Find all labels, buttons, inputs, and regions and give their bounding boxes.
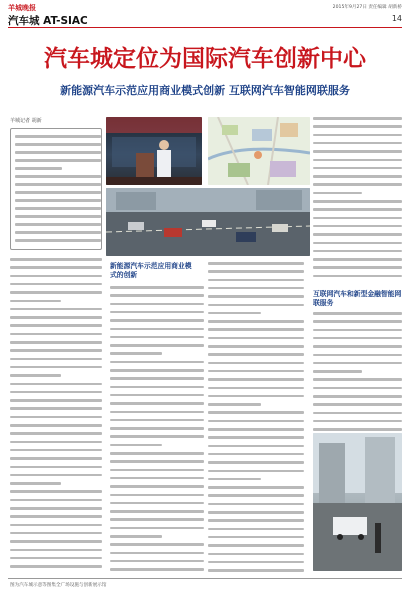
text-line [208,395,304,398]
text-line [110,494,204,497]
text-line [313,250,402,253]
text-line [313,345,402,348]
text-line [110,319,204,322]
text-line [313,117,402,120]
text-line [208,478,261,481]
text-line [10,300,61,303]
text-line [110,344,204,347]
text-line [208,445,304,448]
text-line [313,403,402,406]
text-line [10,316,102,319]
city-master-plan-rendering [208,117,310,185]
text-line [10,507,102,510]
text-line [10,524,102,527]
text-line [110,518,204,521]
text-line [15,215,101,218]
text-line [15,231,101,234]
text-line [208,569,304,572]
text-line [10,457,102,460]
text-line [313,320,402,323]
text-line [10,532,102,535]
text-line [10,424,102,427]
text-line [10,283,102,286]
text-line [208,411,304,414]
section-header [8,12,402,28]
text-line [15,175,101,178]
text-line [208,279,304,282]
text-line [15,191,101,194]
text-line [313,258,402,261]
text-line [110,394,204,397]
text-line [313,387,402,390]
text-line [208,328,304,331]
text-line [10,549,102,552]
text-line [10,383,102,386]
text-line [110,328,204,331]
text-line [10,341,102,344]
text-line [10,474,102,477]
text-line [313,150,402,153]
text-line [313,192,362,195]
text-line [313,142,402,145]
newspaper-logo: 羊城晚报 [8,3,36,12]
byline: 羊城记者 胡新 [10,118,42,124]
text-line [208,536,304,539]
text-line [110,460,204,463]
text-line [313,225,402,228]
intro-text-block [11,129,101,249]
text-line [208,519,304,522]
section-tag: 汽车城 AT-SIAC [8,15,88,27]
text-line [10,540,102,543]
text-line [208,470,304,473]
text-line [10,366,102,369]
text-line [313,337,402,340]
text-line [313,167,402,170]
text-line [110,377,204,380]
text-line [208,362,304,365]
text-line [10,441,102,444]
text-line [10,333,102,336]
text-line [10,275,102,278]
text-line [208,561,304,564]
text-line [313,275,402,278]
text-line [208,486,304,489]
text-line [10,349,102,352]
page-number: 14 [391,14,402,23]
text-line [110,568,204,571]
text-line [313,395,402,398]
text-line [10,391,102,394]
text-line [15,183,101,186]
text-line [110,452,204,455]
text-line [10,416,102,419]
text-line [208,528,304,531]
text-line [208,345,304,348]
text-line [313,420,402,423]
text-line [208,312,261,315]
photo-caption: 图为汽车城示意等图集全广场设施与创新展示馆 [10,583,107,588]
text-line [10,557,102,560]
text-line [208,262,304,265]
text-line [208,461,304,464]
text-line [110,286,204,289]
text-line [208,270,304,273]
text-line [313,233,402,236]
text-line [313,370,362,373]
text-line [208,387,304,390]
text-line [10,490,102,493]
text-line [313,208,402,211]
text-line [313,266,402,269]
text-line [208,370,304,373]
text-line [110,369,204,372]
text-line [110,336,204,339]
text-line [313,242,402,245]
text-line [110,294,204,297]
text-line [10,466,102,469]
text-line [10,499,102,502]
text-line [10,291,102,294]
page-subhead: 新能源汽车示范应用商业模式创新 互联网汽车智能网联服务 [60,84,350,97]
text-line [110,386,204,389]
text-line [10,482,61,485]
column-heading-business-model: 新能源汽车示范应用商业模式的创新 [110,262,192,279]
intro-box [10,128,102,250]
page-headline: 汽车城定位为国际汽车创新中心 [44,46,366,72]
text-line [313,412,402,415]
column-heading-connected-service: 互联网汽车和新型金融智能网联服务 [313,290,402,307]
text-line [10,308,102,311]
text-line [15,143,101,146]
text-line [10,266,102,269]
text-line [15,223,101,226]
text-line [110,361,204,364]
text-line [208,428,304,431]
text-line [313,378,402,381]
text-line [208,544,304,547]
text-line [15,159,101,162]
text-line [10,258,102,261]
text-line [110,419,204,422]
text-line [10,324,102,327]
text-line [313,134,402,137]
text-line [10,449,102,452]
text-line [110,303,204,306]
text-line [110,411,204,414]
text-line [313,312,402,315]
text-line [10,565,102,568]
text-line [10,374,61,377]
text-line [313,125,402,128]
text-line [15,151,101,154]
text-line [208,320,304,323]
street-scene-photo [313,433,402,571]
text-line [15,207,101,210]
text-line [110,435,204,438]
text-line [208,295,304,298]
text-line [110,469,204,472]
text-line [313,428,402,431]
text-line [110,552,204,555]
text-line [110,510,204,513]
text-line [10,432,102,435]
text-line [313,200,402,203]
text-line [15,199,101,202]
text-line [208,378,304,381]
text-line [110,502,204,505]
text-line [313,175,402,178]
text-line [208,436,304,439]
text-line [10,515,102,518]
text-line [110,543,204,546]
text-line [313,183,402,186]
text-line [10,407,102,410]
text-line [313,217,402,220]
date-line: 2015年9月27日 责任编辑 胡新桥 [332,5,402,10]
text-line [15,167,62,170]
speaker-at-podium-photo [106,117,202,185]
footer-divider [8,578,402,579]
text-line [208,287,304,290]
text-line [313,362,402,365]
text-line [110,444,162,447]
text-line [208,353,304,356]
text-line [208,403,261,406]
text-line [313,329,402,332]
text-line [10,399,102,402]
text-line [208,304,304,307]
text-line [15,239,101,242]
text-line [208,453,304,456]
text-line [110,527,204,530]
text-line [10,358,102,361]
text-line [208,420,304,423]
text-line [110,402,204,405]
text-line [110,560,204,563]
text-line [313,354,402,357]
text-line [208,503,304,506]
text-line [110,427,204,430]
text-line [110,535,162,538]
text-line [110,477,204,480]
text-line [208,337,304,340]
text-line [110,352,162,355]
text-line [208,494,304,497]
text-line [110,485,204,488]
text-line [15,135,101,138]
text-line [208,553,304,556]
text-line [110,311,204,314]
text-line [208,511,304,514]
text-line [313,159,402,162]
traffic-intersection-photo [106,188,310,256]
